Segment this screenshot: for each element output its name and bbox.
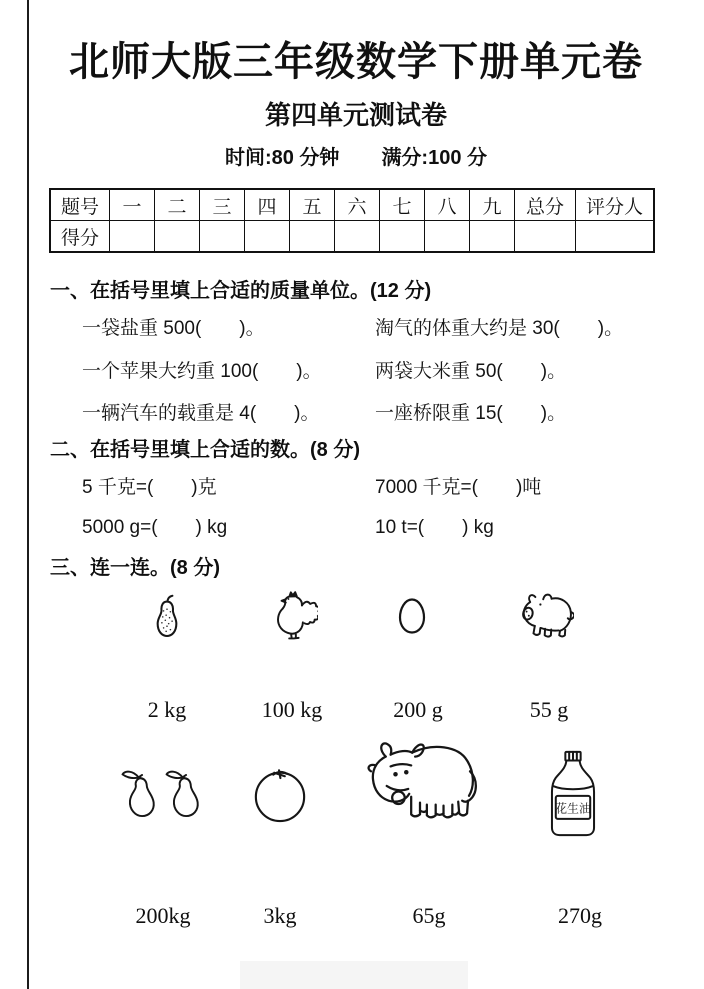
time-limit-label: 时间:80 分钟 — [224, 147, 340, 169]
score-cell — [200, 221, 245, 253]
score-cell — [425, 221, 470, 253]
hen-icon — [270, 589, 318, 641]
ox-icon — [356, 736, 484, 834]
oil-bottle-label: 花生油 — [555, 801, 591, 816]
orange-icon — [252, 764, 308, 823]
page-title: 北师大版三年级数学下册单元卷 — [69, 40, 643, 84]
pig-icon — [518, 590, 574, 644]
header-q8: 八 — [425, 189, 470, 221]
header-q1: 一 — [110, 189, 155, 221]
score-table — [49, 188, 655, 253]
score-row-label: 得分 — [50, 221, 110, 253]
score-cell — [110, 221, 155, 253]
score-cell-grader — [576, 221, 655, 253]
header-q2: 二 — [155, 189, 200, 221]
left-margin-rule — [27, 0, 29, 989]
score-cell — [245, 221, 290, 253]
scan-smudge — [240, 961, 468, 989]
weight-label-55g: 55 g — [529, 697, 569, 722]
section-3-heading: 三、连一连。(8 分) — [50, 557, 220, 579]
q1-row2-left: 一个苹果大约重 100( )。 — [82, 361, 322, 382]
q1-row3-right: 一座桥限重 15( )。 — [375, 403, 567, 424]
header-q7: 七 — [380, 189, 425, 221]
exam-info — [50, 141, 662, 170]
q1-row2-right: 两袋大米重 50( )。 — [375, 361, 567, 382]
header-q9: 九 — [470, 189, 515, 221]
header-q5: 五 — [290, 189, 335, 221]
header-q6: 六 — [335, 189, 380, 221]
weight-label-3kg: 3kg — [263, 903, 297, 928]
two-pears-icon — [120, 761, 208, 823]
q1-row3-left: 一辆汽车的载重是 4( )。 — [82, 403, 320, 424]
q1-row1-left: 一袋盐重 500( )。 — [82, 318, 265, 339]
score-cell-total — [515, 221, 576, 253]
q2-row1-left: 5 千克=( )克 — [82, 477, 217, 498]
score-cell — [335, 221, 380, 253]
header-question-number: 题号 — [50, 189, 110, 221]
score-cell — [290, 221, 335, 253]
score-cell — [155, 221, 200, 253]
score-cell — [380, 221, 425, 253]
header-q4: 四 — [245, 189, 290, 221]
full-score-label: 满分:100 分 — [381, 147, 488, 169]
weight-label-200g: 200 g — [393, 697, 443, 722]
q2-row1-right: 7000 千克=( )吨 — [375, 477, 542, 498]
header-total: 总分 — [515, 189, 576, 221]
section-1-heading: 一、在括号里填上合适的质量单位。(12 分) — [50, 280, 432, 302]
score-table-score-row — [50, 221, 654, 253]
egg-icon — [397, 597, 427, 635]
weight-label-65g: 65g — [412, 903, 446, 928]
header-grader: 评分人 — [576, 189, 655, 221]
score-cell — [470, 221, 515, 253]
q2-row2-left: 5000 g=( ) kg — [82, 517, 228, 538]
weight-label-100kg: 100 kg — [261, 697, 323, 722]
unit-subtitle: 第四单元测试卷 — [264, 100, 447, 130]
score-table-header-row — [50, 189, 654, 221]
pear-icon — [150, 591, 184, 641]
section-2-heading: 二、在括号里填上合适的数。(8 分) — [50, 439, 360, 461]
q1-row1-right: 淘气的体重大约是 30( )。 — [375, 318, 624, 339]
peanut-oil-bottle-icon — [543, 750, 603, 838]
q2-row2-right: 10 t=( ) kg — [375, 517, 494, 538]
weight-label-270g: 270g — [558, 903, 602, 928]
weight-label-2kg: 2 kg — [147, 697, 187, 722]
weight-label-200kg: 200kg — [135, 903, 191, 928]
header-q3: 三 — [200, 189, 245, 221]
